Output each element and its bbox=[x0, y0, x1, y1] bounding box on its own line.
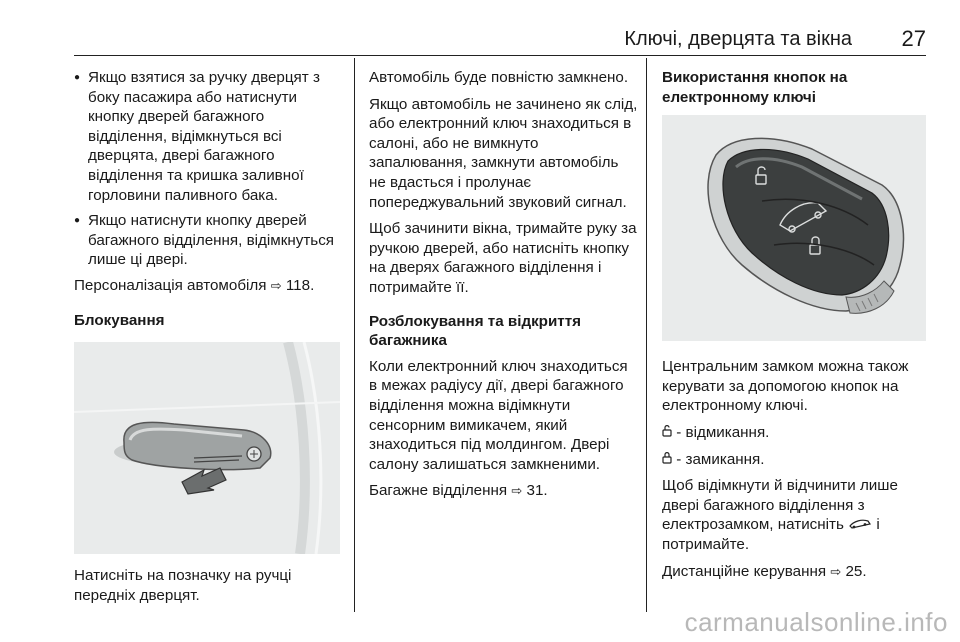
text-tailgate-button bbox=[662, 476, 928, 554]
bullet-passenger-handle: ● Якщо взятися за ручку дверцят з боку пасажира або натиснути кнопку дверей багажного відділення, відімкнуться всі дверцята, двері багажного відділення та кришка заливної горловини паливного бака. bbox=[74, 68, 344, 205]
tailgate-text-after: і потримайте. bbox=[662, 516, 880, 553]
padlock-closed-icon bbox=[662, 451, 676, 468]
page-reference-arrow-icon: ⇨ bbox=[270, 278, 282, 294]
trunk-ref bbox=[369, 481, 639, 502]
watermark: carmanualsonline.info bbox=[684, 607, 948, 637]
text-central-locking: Центральним замком можна також керувати за допомогою кнопок на електронному ключі. bbox=[662, 358, 909, 415]
car-tailgate-icon bbox=[848, 516, 876, 533]
column-3 bbox=[662, 68, 928, 589]
column-divider-2 bbox=[646, 58, 647, 612]
page-header bbox=[74, 22, 926, 56]
page-number: 27 bbox=[901, 26, 926, 51]
text-trunk-sensor: Коли електронний ключ знаходиться в межах радіусу дії, двері багажного відділення можна відімкнути сенсорним вимикачем, який знаходиться під молдингом. Двері салону залишаться замкненими. bbox=[369, 357, 628, 473]
text-close-windows: Щоб зачинити вікна, тримайте руку за ручкою дверей, або натисніть кнопку на дверях багажного відділення і потримайте її. bbox=[369, 220, 637, 296]
heading-unlock-trunk: Розблокування та відкриття багажника bbox=[369, 312, 582, 350]
heading-key-buttons: Використання кнопок на електронному ключі bbox=[662, 69, 848, 106]
door-handle-illustration bbox=[74, 342, 340, 554]
bullet-tailgate-button: ● Якщо натиснути кнопку дверей багажного відділення, відімкнуться лише ці двері. bbox=[74, 211, 344, 270]
text-fully-locked: Автомобіль буде повністю замкнено. bbox=[369, 69, 629, 86]
door-handle-drawing bbox=[74, 342, 340, 554]
padlock-open-icon bbox=[662, 424, 676, 441]
personalization-page: 118. bbox=[285, 276, 315, 294]
remote-ref-page: 25. bbox=[845, 562, 867, 580]
unlock-line bbox=[662, 423, 928, 443]
column-1 bbox=[74, 68, 344, 612]
electronic-key-drawing bbox=[662, 115, 926, 341]
trunk-ref-page: 31. bbox=[526, 482, 548, 500]
remote-ref bbox=[662, 562, 928, 583]
page-reference-arrow-icon: ⇨ bbox=[830, 564, 842, 580]
remote-ref-text: Дистанційне керування bbox=[662, 562, 827, 580]
personalization-text: Персоналізація автомобіля bbox=[74, 276, 267, 294]
personalization-ref bbox=[74, 276, 344, 297]
page-reference-arrow-icon: ⇨ bbox=[511, 484, 523, 500]
page-title: Ключі, дверцята та вікна bbox=[624, 28, 852, 50]
lock-line bbox=[662, 450, 928, 470]
trunk-ref-text: Багажне відділення bbox=[369, 482, 508, 500]
column-divider-1 bbox=[354, 58, 355, 612]
text-lock-warning: Якщо автомобіль не зачинено як слід, або електронний ключ знаходиться в салоні, або не вимкнуто запалювання, замкнути автомобіль не вдасться і пролунає попереджувальний звуковий сигнал. bbox=[369, 95, 638, 211]
tailgate-text-before: Щоб відімкнути й відчинити лише двері багажного відділення з електрозамком, натисніть bbox=[662, 477, 898, 534]
electronic-key-illustration bbox=[662, 115, 926, 341]
figure-caption: Натисніть на позначку на ручці передніх дверцят. bbox=[74, 567, 292, 604]
lock-label: - замикання. bbox=[676, 450, 765, 468]
column-2 bbox=[369, 68, 639, 509]
heading-locking: Блокування bbox=[74, 311, 165, 329]
unlock-label: - відмикання. bbox=[676, 423, 770, 441]
